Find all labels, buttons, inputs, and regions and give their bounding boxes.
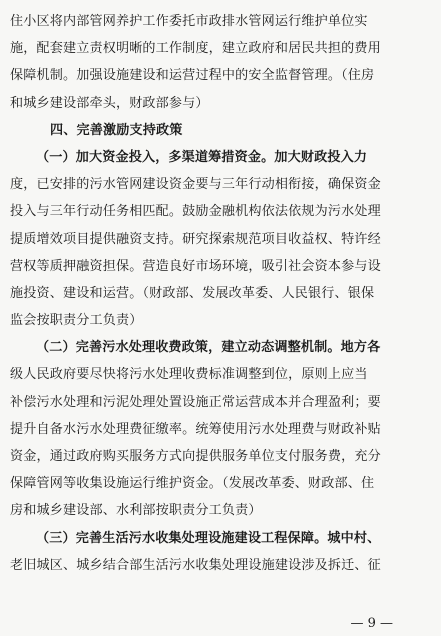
text-line-14: 级人民政府要尽快将污水处理收费标准调整到位，原则上应当	[10, 367, 368, 383]
text-line-19: 房和城乡建设部、水利部按职责分工负责）	[10, 503, 262, 519]
text-line-17: 资金，通过政府购买服务方式向提供服务单位支付服务费，充分	[10, 449, 381, 464]
text-line-3: 保障机制。加强设施建设和运营过程中的安全监督管理。（住房	[10, 68, 375, 84]
text-line-10: 营权等质押融资担保。营造良好市场环境，吸引社会资本参与设	[10, 258, 381, 274]
subsection-2-heading: （二）完善污水处理收费政策，建立动态调整机制。地方各	[36, 340, 381, 356]
text-line-15: 补偿污水处理和污泥处理处置设施正常运营成本并合理盈利；要	[10, 394, 381, 410]
text-line-8: 投入与三年行动任务相匹配。鼓励金融机构依法依规为污水处理	[10, 204, 381, 220]
text-line-2: 施，配套建立责权明晰的工作制度，建立政府和居民共担的费用	[10, 41, 381, 57]
page-number: — 9 —	[350, 616, 393, 631]
text-line-16: 提升自备水污水处理费征缴率。统筹使用污水处理费与财政补贴	[10, 421, 381, 437]
text-line-11: 施投资、建设和运营。（财政部、发展改革委、人民银行、银保	[10, 285, 375, 301]
text-line-12: 监会按职责分工负责）	[10, 313, 143, 329]
section-heading: 四、完善激励支持政策	[50, 122, 183, 138]
text-line-4: 和城乡建设部牵头，财政部参与）	[10, 95, 209, 111]
text-line-1: 住小区将内部管网养护工作委托市政排水管网运行维护单位实	[10, 14, 368, 29]
text-line-9: 提质增效项目提供融资支持。研究探索规范项目收益权、特许经	[10, 231, 381, 247]
subsection-3-heading: （三）完善生活污水收集处理设施建设工程保障。城中村、	[36, 530, 381, 546]
text-line-7: 度，已安排的污水管网建设资金要与三年行动相衔接，确保资金	[10, 177, 381, 193]
text-line-18: 保障管网等收集设施运行维护资金。（发展改革委、财政部、住	[10, 476, 375, 492]
text-line-21: 老旧城区、城乡结合部生活污水收集处理设施建设涉及拆迁、征	[10, 557, 381, 573]
subsection-1-heading: （一）加大资金投入，多渠道筹措资金。加大财政投入力	[36, 149, 368, 165]
